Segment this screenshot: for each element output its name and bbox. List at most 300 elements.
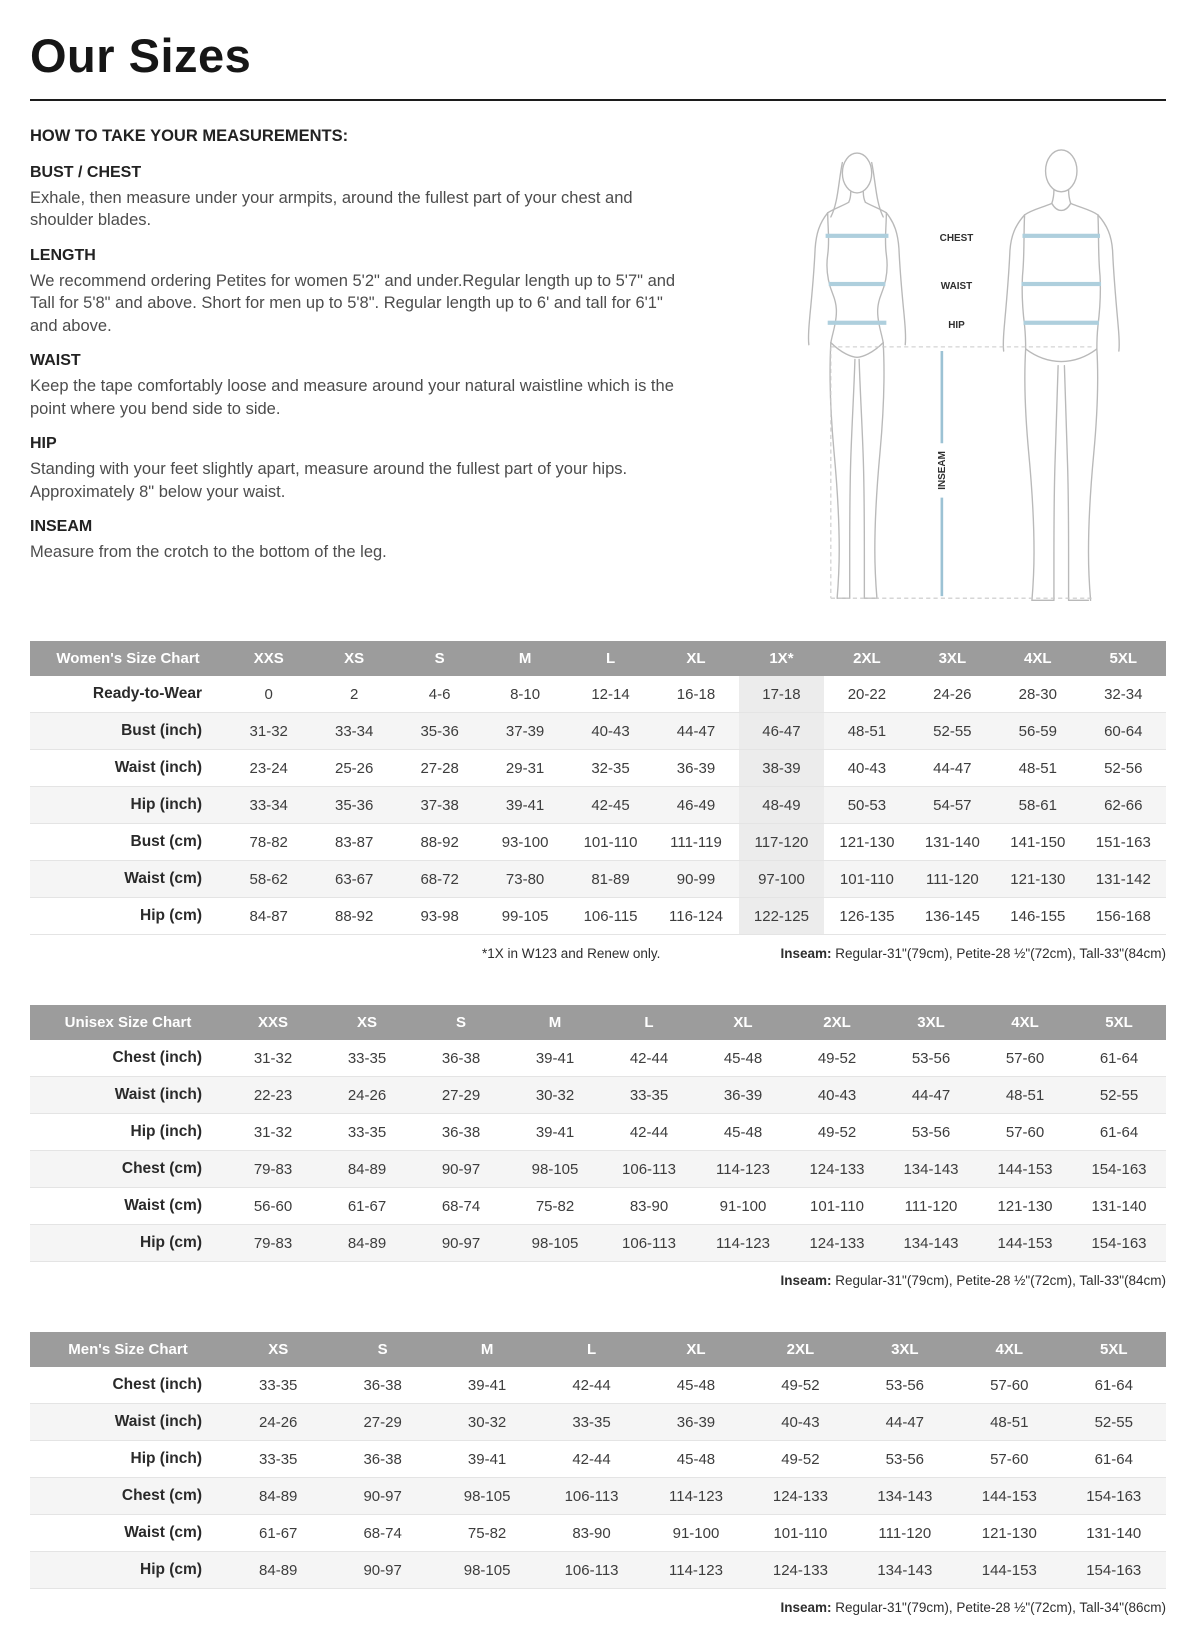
size-cell: 35-36 [397, 713, 482, 750]
row-label: Chest (inch) [30, 1040, 226, 1077]
row-label: Ready-to-Wear [30, 676, 226, 713]
chest-diagram-label: CHEST [939, 233, 974, 245]
size-cell: 146-155 [995, 898, 1080, 935]
size-cell: 114-123 [696, 1225, 790, 1262]
inseam-note-label: Inseam: [780, 1273, 832, 1289]
size-cell: 17-18 [739, 676, 824, 713]
row-label: Chest (cm) [30, 1478, 226, 1515]
size-cell: 144-153 [978, 1151, 1072, 1188]
womens-size-chart-section [30, 641, 1166, 961]
size-cell: 101-110 [748, 1515, 852, 1552]
size-cell: 33-35 [226, 1367, 330, 1404]
size-cell: 98-105 [435, 1552, 539, 1589]
size-column-header: XL [653, 641, 738, 676]
size-cell: 57-60 [957, 1441, 1061, 1478]
measurement-section [30, 352, 756, 420]
size-column-header: S [397, 641, 482, 676]
size-cell: 37-38 [397, 787, 482, 824]
table-row [30, 1151, 1166, 1188]
size-cell: 90-97 [414, 1225, 508, 1262]
female-hip-line [828, 321, 887, 325]
size-cell: 61-64 [1062, 1441, 1167, 1478]
size-cell: 62-66 [1081, 787, 1166, 824]
size-cell: 39-41 [482, 787, 567, 824]
row-label: Chest (cm) [30, 1151, 226, 1188]
table-row [30, 1114, 1166, 1151]
table-row [30, 1404, 1166, 1441]
size-column-header: 4XL [978, 1005, 1072, 1040]
size-cell: 49-52 [748, 1441, 852, 1478]
table-row [30, 676, 1166, 713]
size-column-header: 4XL [957, 1332, 1061, 1367]
mens-size-table [30, 1332, 1166, 1589]
size-cell: 68-74 [414, 1188, 508, 1225]
size-cell: 90-99 [653, 861, 738, 898]
mens-table-notes [30, 1600, 1166, 1615]
section-title: LENGTH [30, 246, 96, 264]
size-cell: 124-133 [748, 1552, 852, 1589]
size-cell: 45-48 [696, 1114, 790, 1151]
size-cell: 33-35 [320, 1114, 414, 1151]
size-cell: 61-64 [1072, 1040, 1166, 1077]
size-cell: 0 [226, 676, 311, 713]
size-column-header: L [539, 1332, 643, 1367]
inseam-note-text: Regular-31"(79cm), Petite-28 ½"(72cm), Tall-34"(86cm) [831, 1600, 1166, 1616]
size-column-header: S [330, 1332, 434, 1367]
size-cell: 97-100 [739, 861, 824, 898]
table-row [30, 1225, 1166, 1262]
size-column-header: XL [696, 1005, 790, 1040]
size-cell: 39-41 [435, 1441, 539, 1478]
size-cell: 154-163 [1072, 1151, 1166, 1188]
size-cell: 52-55 [1072, 1077, 1166, 1114]
size-cell: 121-130 [978, 1188, 1072, 1225]
measurement-bands [826, 234, 1101, 325]
size-cell: 114-123 [644, 1478, 748, 1515]
size-cell: 46-49 [653, 787, 738, 824]
size-cell: 25-26 [311, 750, 396, 787]
size-cell: 83-87 [311, 824, 396, 861]
size-cell: 45-48 [644, 1367, 748, 1404]
size-column-header: XL [644, 1332, 748, 1367]
size-cell: 83-90 [602, 1188, 696, 1225]
size-column-header: 2XL [790, 1005, 884, 1040]
unisex-inseam-note [780, 1273, 1166, 1288]
size-cell: 27-29 [414, 1077, 508, 1114]
section-body: Keep the tape comfortably loose and measure around your natural waistline which is the point where you bend side to side. [30, 377, 674, 418]
size-cell: 32-35 [568, 750, 653, 787]
size-cell: 93-98 [397, 898, 482, 935]
size-cell: 31-32 [226, 713, 311, 750]
size-cell: 54-57 [910, 787, 995, 824]
size-cell: 121-130 [957, 1515, 1061, 1552]
instructions-heading: HOW TO TAKE YOUR MEASUREMENTS: [30, 127, 349, 145]
size-cell: 101-110 [790, 1188, 884, 1225]
size-column-header: 5XL [1081, 641, 1166, 676]
section-body: Standing with your feet slightly apart, measure around the fullest part of your hips. Approximately 8" below your waist. [30, 460, 628, 501]
mens-size-chart-section [30, 1332, 1166, 1615]
table-row [30, 1367, 1166, 1404]
row-label: Chest (inch) [30, 1367, 226, 1404]
size-cell: 60-64 [1081, 713, 1166, 750]
size-cell: 52-55 [910, 713, 995, 750]
inseam-note-label: Inseam: [780, 1600, 832, 1616]
size-cell: 36-38 [414, 1040, 508, 1077]
size-cell: 48-51 [978, 1077, 1072, 1114]
size-cell: 61-64 [1072, 1114, 1166, 1151]
size-column-header: 3XL [853, 1332, 957, 1367]
table-row [30, 898, 1166, 935]
size-cell: 144-153 [957, 1478, 1061, 1515]
size-cell: 84-89 [226, 1478, 330, 1515]
size-cell: 144-153 [978, 1225, 1072, 1262]
size-cell: 57-60 [978, 1114, 1072, 1151]
size-cell: 91-100 [644, 1515, 748, 1552]
size-cell: 49-52 [790, 1040, 884, 1077]
table-row [30, 750, 1166, 787]
size-cell: 48-49 [739, 787, 824, 824]
size-cell: 75-82 [435, 1515, 539, 1552]
size-cell: 75-82 [508, 1188, 602, 1225]
table-row [30, 713, 1166, 750]
size-cell: 31-32 [226, 1114, 320, 1151]
size-cell: 93-100 [482, 824, 567, 861]
size-cell: 84-89 [320, 1151, 414, 1188]
table-row [30, 1552, 1166, 1589]
female-chest-line [826, 234, 889, 238]
size-cell: 114-123 [696, 1151, 790, 1188]
size-cell: 79-83 [226, 1151, 320, 1188]
size-cell: 114-123 [644, 1552, 748, 1589]
size-cell: 42-44 [602, 1040, 696, 1077]
size-cell: 24-26 [320, 1077, 414, 1114]
size-column-header: M [435, 1332, 539, 1367]
size-column-header: XXS [226, 1005, 320, 1040]
measurement-diagram [768, 129, 1166, 621]
size-column-header: XXS [226, 641, 311, 676]
size-cell: 106-113 [602, 1151, 696, 1188]
size-cell: 84-89 [226, 1552, 330, 1589]
size-column-header: M [508, 1005, 602, 1040]
size-cell: 134-143 [884, 1225, 978, 1262]
female-figure [808, 153, 905, 598]
figure-illustration [768, 125, 1166, 621]
size-cell: 33-35 [539, 1404, 643, 1441]
size-cell: 154-163 [1062, 1478, 1167, 1515]
measurement-instructions [30, 125, 756, 621]
size-cell: 79-83 [226, 1225, 320, 1262]
size-cell: 27-28 [397, 750, 482, 787]
size-cell: 44-47 [653, 713, 738, 750]
male-waist-line [1021, 282, 1101, 286]
measurement-section [30, 164, 756, 232]
womens-size-table [30, 641, 1166, 935]
size-cell: 27-29 [330, 1404, 434, 1441]
size-cell: 44-47 [884, 1077, 978, 1114]
size-cell: 30-32 [508, 1077, 602, 1114]
size-cell: 48-51 [957, 1404, 1061, 1441]
size-column-header: 2XL [824, 641, 909, 676]
unisex-table-notes [30, 1273, 1166, 1288]
size-cell: 39-41 [435, 1367, 539, 1404]
size-cell: 8-10 [482, 676, 567, 713]
size-cell: 40-43 [790, 1077, 884, 1114]
size-cell: 83-90 [539, 1515, 643, 1552]
size-cell: 124-133 [748, 1478, 852, 1515]
table-row [30, 1515, 1166, 1552]
size-cell: 39-41 [508, 1114, 602, 1151]
size-cell: 106-113 [539, 1552, 643, 1589]
size-cell: 24-26 [226, 1404, 330, 1441]
inseam-diagram-label: INSEAM [937, 451, 949, 490]
section-title: INSEAM [30, 517, 93, 535]
table-row [30, 1188, 1166, 1225]
size-cell: 151-163 [1081, 824, 1166, 861]
size-column-header: M [482, 641, 567, 676]
size-cell: 2 [311, 676, 396, 713]
size-cell: 134-143 [853, 1478, 957, 1515]
size-cell: 99-105 [482, 898, 567, 935]
size-cell: 33-35 [320, 1040, 414, 1077]
size-column-header: 2XL [748, 1332, 852, 1367]
row-label: Hip (inch) [30, 1114, 226, 1151]
size-cell: 131-140 [1062, 1515, 1167, 1552]
measurement-section [30, 518, 756, 563]
size-cell: 56-60 [226, 1188, 320, 1225]
unisex-size-chart-section [30, 1005, 1166, 1288]
row-label: Waist (cm) [30, 1188, 226, 1225]
table-title: Unisex Size Chart [30, 1005, 226, 1040]
section-body: Exhale, then measure under your armpits, around the fullest part of your chest and shoulder blades. [30, 189, 633, 230]
size-column-header: L [568, 641, 653, 676]
size-cell: 156-168 [1081, 898, 1166, 935]
size-column-header: XS [311, 641, 396, 676]
measurement-sections [30, 164, 756, 563]
size-cell: 61-67 [226, 1515, 330, 1552]
size-cell: 40-43 [748, 1404, 852, 1441]
size-cell: 49-52 [748, 1367, 852, 1404]
size-cell: 31-32 [226, 1040, 320, 1077]
row-label: Hip (cm) [30, 1552, 226, 1589]
size-column-header: 3XL [910, 641, 995, 676]
size-cell: 141-150 [995, 824, 1080, 861]
womens-1x-footnote: *1X in W123 and Renew only. [482, 946, 661, 962]
size-cell: 57-60 [957, 1367, 1061, 1404]
table-row [30, 824, 1166, 861]
size-cell: 29-31 [482, 750, 567, 787]
size-cell: 121-130 [824, 824, 909, 861]
size-cell: 121-130 [995, 861, 1080, 898]
size-cell: 36-39 [696, 1077, 790, 1114]
size-cell: 68-74 [330, 1515, 434, 1552]
inseam-note-text: Regular-31"(79cm), Petite-28 ½"(72cm), Tall-33"(84cm) [831, 946, 1166, 962]
size-cell: 111-120 [910, 861, 995, 898]
size-cell: 53-56 [853, 1441, 957, 1478]
size-cell: 134-143 [853, 1552, 957, 1589]
row-label: Waist (cm) [30, 861, 226, 898]
size-column-header: 3XL [884, 1005, 978, 1040]
size-cell: 40-43 [824, 750, 909, 787]
measurement-section [30, 435, 756, 503]
row-label: Bust (cm) [30, 824, 226, 861]
size-cell: 44-47 [910, 750, 995, 787]
size-cell: 24-26 [910, 676, 995, 713]
size-cell: 116-124 [653, 898, 738, 935]
womens-inseam-note [780, 946, 1166, 961]
female-waist-line [829, 282, 886, 286]
mens-inseam-note [780, 1600, 1166, 1615]
table-row [30, 1441, 1166, 1478]
size-cell: 126-135 [824, 898, 909, 935]
table-title: Women's Size Chart [30, 641, 226, 676]
hip-diagram-label: HIP [948, 319, 965, 331]
row-label: Bust (inch) [30, 713, 226, 750]
size-cell: 33-34 [311, 713, 396, 750]
size-cell: 68-72 [397, 861, 482, 898]
inseam-note-text: Regular-31"(79cm), Petite-28 ½"(72cm), Tall-33"(84cm) [831, 1273, 1166, 1289]
size-cell: 40-43 [568, 713, 653, 750]
size-cell: 136-145 [910, 898, 995, 935]
size-cell: 101-110 [824, 861, 909, 898]
size-cell: 111-120 [884, 1188, 978, 1225]
size-cell: 57-60 [978, 1040, 1072, 1077]
size-cell: 33-34 [226, 787, 311, 824]
title-divider [30, 99, 1166, 101]
size-cell: 42-44 [539, 1367, 643, 1404]
size-cell: 61-67 [320, 1188, 414, 1225]
size-cell: 61-64 [1062, 1367, 1167, 1404]
size-cell: 35-36 [311, 787, 396, 824]
unisex-size-table [30, 1005, 1166, 1262]
size-cell: 131-140 [1072, 1188, 1166, 1225]
size-cell: 42-45 [568, 787, 653, 824]
size-cell: 144-153 [957, 1552, 1061, 1589]
row-label: Hip (inch) [30, 1441, 226, 1478]
male-chest-line [1023, 234, 1101, 238]
size-cell: 131-140 [910, 824, 995, 861]
size-cell: 122-125 [739, 898, 824, 935]
size-cell: 33-35 [226, 1441, 330, 1478]
size-cell: 48-51 [824, 713, 909, 750]
table-title: Men's Size Chart [30, 1332, 226, 1367]
section-title: BUST / CHEST [30, 164, 142, 181]
size-cell: 111-119 [653, 824, 738, 861]
size-cell: 154-163 [1062, 1552, 1167, 1589]
size-cell: 36-38 [330, 1367, 434, 1404]
size-column-header: 1X* [739, 641, 824, 676]
size-cell: 36-39 [653, 750, 738, 787]
row-label: Waist (inch) [30, 750, 226, 787]
size-cell: 30-32 [435, 1404, 539, 1441]
size-cell: 88-92 [311, 898, 396, 935]
table-row [30, 787, 1166, 824]
size-cell: 131-142 [1081, 861, 1166, 898]
table-row [30, 1478, 1166, 1515]
size-cell: 91-100 [696, 1188, 790, 1225]
size-cell: 22-23 [226, 1077, 320, 1114]
page-title: Our Sizes [30, 29, 252, 82]
size-cell: 106-113 [602, 1225, 696, 1262]
size-column-header: XS [226, 1332, 330, 1367]
size-column-header: 5XL [1062, 1332, 1167, 1367]
size-cell: 58-61 [995, 787, 1080, 824]
size-cell: 56-59 [995, 713, 1080, 750]
size-cell: 37-39 [482, 713, 567, 750]
male-figure [1003, 150, 1119, 600]
size-cell: 88-92 [397, 824, 482, 861]
size-cell: 58-62 [226, 861, 311, 898]
measurement-guide [30, 125, 1166, 621]
size-cell: 106-113 [539, 1478, 643, 1515]
size-cell: 81-89 [568, 861, 653, 898]
size-cell: 42-44 [602, 1114, 696, 1151]
size-cell: 38-39 [739, 750, 824, 787]
size-cell: 16-18 [653, 676, 738, 713]
section-title: WAIST [30, 352, 81, 370]
size-cell: 124-133 [790, 1225, 884, 1262]
size-cell: 48-51 [995, 750, 1080, 787]
row-label: Waist (inch) [30, 1404, 226, 1441]
size-column-header: 5XL [1072, 1005, 1166, 1040]
table-row [30, 1040, 1166, 1077]
womens-table-notes [30, 946, 1166, 961]
size-cell: 42-44 [539, 1441, 643, 1478]
size-cell: 33-35 [602, 1077, 696, 1114]
size-cell: 28-30 [995, 676, 1080, 713]
size-cell: 12-14 [568, 676, 653, 713]
size-cell: 23-24 [226, 750, 311, 787]
size-cell: 84-89 [320, 1225, 414, 1262]
size-cell: 36-38 [330, 1441, 434, 1478]
size-cell: 53-56 [884, 1040, 978, 1077]
size-column-header: L [602, 1005, 696, 1040]
size-cell: 53-56 [884, 1114, 978, 1151]
size-cell: 98-105 [508, 1151, 602, 1188]
size-cell: 49-52 [790, 1114, 884, 1151]
size-column-header: XS [320, 1005, 414, 1040]
size-cell: 52-56 [1081, 750, 1166, 787]
size-cell: 124-133 [790, 1151, 884, 1188]
table-header-row [30, 1332, 1166, 1367]
table-row [30, 861, 1166, 898]
size-cell: 45-48 [696, 1040, 790, 1077]
size-cell: 39-41 [508, 1040, 602, 1077]
table-header-row [30, 641, 1166, 676]
size-cell: 90-97 [414, 1151, 508, 1188]
waist-diagram-label: WAIST [940, 281, 973, 293]
size-cell: 50-53 [824, 787, 909, 824]
row-label: Hip (cm) [30, 898, 226, 935]
size-cell: 32-34 [1081, 676, 1166, 713]
size-cell: 36-38 [414, 1114, 508, 1151]
row-label: Waist (cm) [30, 1515, 226, 1552]
measurement-section [30, 247, 756, 337]
size-cell: 98-105 [435, 1478, 539, 1515]
size-cell: 20-22 [824, 676, 909, 713]
size-cell: 45-48 [644, 1441, 748, 1478]
size-cell: 111-120 [853, 1515, 957, 1552]
row-label: Hip (inch) [30, 787, 226, 824]
size-cell: 117-120 [739, 824, 824, 861]
male-hip-line [1024, 321, 1099, 325]
table-row [30, 1077, 1166, 1114]
size-cell: 90-97 [330, 1478, 434, 1515]
inseam-note-label: Inseam: [780, 946, 832, 962]
section-body: We recommend ordering Petites for women 5'2" and under.Regular length up to 5'7" and Tall for 5'8" and above. Short for men up to 5'8". Regular length up to 6' and tall for 6'1" and above. [30, 271, 676, 335]
size-cell: 84-87 [226, 898, 311, 935]
section-title: HIP [30, 435, 57, 453]
size-cell: 46-47 [739, 713, 824, 750]
